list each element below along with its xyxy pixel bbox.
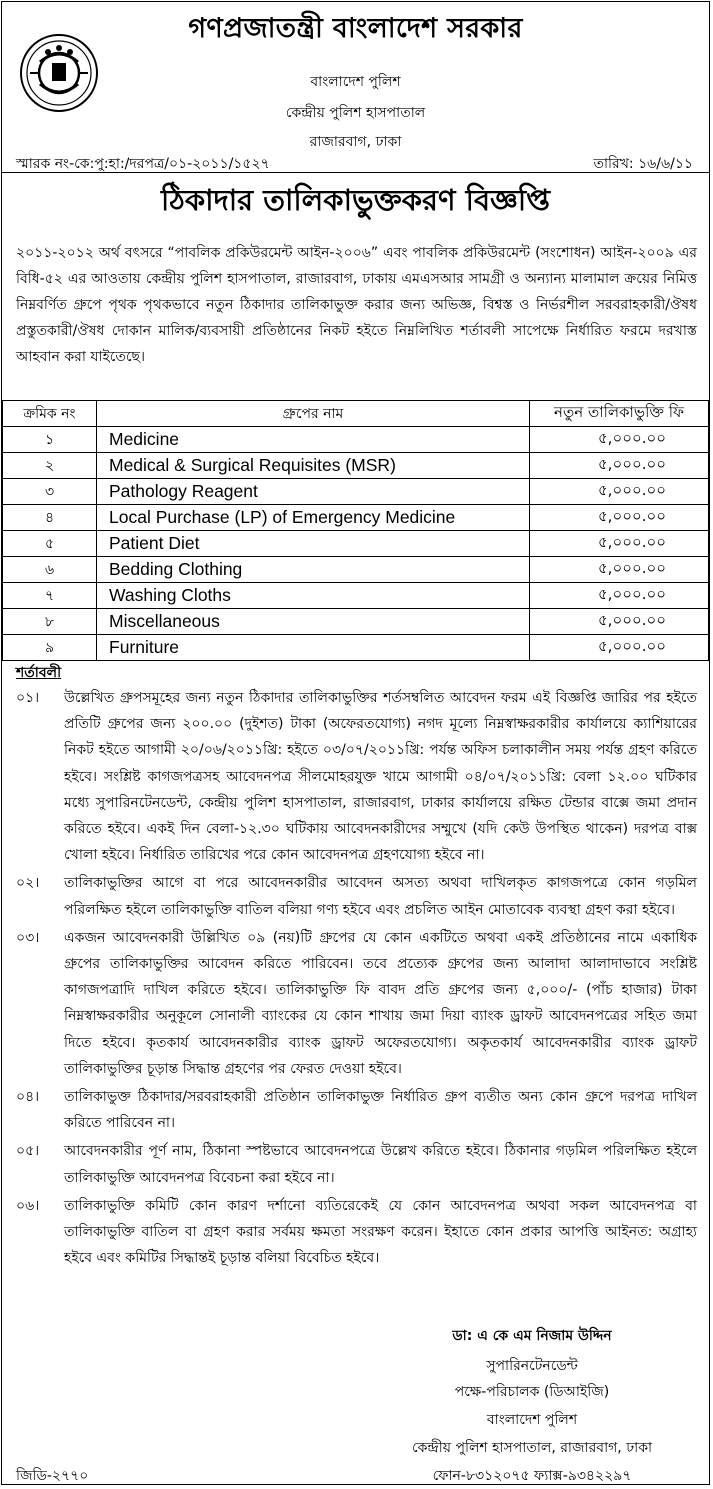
signatory-designation: সুপারিনটেনডেন্ট [486, 1358, 578, 1374]
row-serial: ১ [3, 427, 97, 453]
row-serial: ২ [3, 453, 97, 479]
signatory-on-behalf: পক্ষে-পরিচালক (ডিআইজি) [454, 1384, 610, 1400]
row-group-name: Medicine [97, 427, 530, 453]
term-text: তালিকাভুক্ত ঠিকাদার/সরবরাহকারী প্রতিষ্ঠান তালিকাভুক্ত নির্ধারিত গ্রুপ ব্যতীত অন্য কোন গ্রুপে দরপত্র দাখিল করিতে পারিবেন না। [64, 1089, 697, 1132]
row-fee: ৫,০০০.০০ [530, 453, 709, 479]
header-divider [2, 172, 709, 173]
gd-number: জিডি-২৭৭০ [16, 1468, 89, 1484]
row-serial: ৩ [3, 479, 97, 505]
list-item [16, 870, 697, 922]
row-fee: ৫,০০০.০০ [530, 427, 709, 453]
org-name: বাংলাদেশ পুলিশ [310, 74, 401, 90]
signatory-name: ডা: এ কে এম নিজাম উদ্দিন [452, 1328, 612, 1344]
row-serial: ৪ [3, 505, 97, 531]
signatory-org: বাংলাদেশ পুলিশ [486, 1412, 578, 1428]
row-fee: ৫,০০০.০০ [530, 531, 709, 557]
table-row [3, 427, 709, 453]
location: রাজারবাগ, ঢাকা [309, 134, 402, 150]
row-group-name: Furniture [97, 635, 530, 661]
table-row [3, 583, 709, 609]
term-text: একজন আবেদনকারী উল্লিখিত ০৯ (নয়)টি গ্রুপের যে কোন একটিতে অথবা একই প্রতিষ্ঠানের নামে একাধিক গ্রুপের তালিকাভুক্তির আবেদন করিতে পারিবেন। তবে প্রত্যেক গ্রুপের জন্য আলাদা আলাদাভাবে সংশ্লিষ্ট কাগজপত্রাদি দাখিল করিতে হইবে। তালিকাভুক্তি ফি বাবদ প্রতি গ্রুপের জন্য ৫,০০০/- (পাঁচ হাজার) টাকা নিম্নস্বাক্ষরকারীর অনুকূলে সোনালী ব্যাংকের যে কোন শাখায় জমা দিয়া ব্যাংক ড্রাফট আবেদনপত্রের সহিত জমা দিতে হইবে। কৃতকার্য আবেদনকারীর ব্যাংক ড্রাফট অফেরতযোগ্য। অকৃতকার্য আবেদনকারীর ব্যাংক ড্রাফট তালিকাভুক্তির চূড়ান্ত সিদ্ধান্ত গ্রহণের পর ফেরত দেওয়া হইবে। [64, 929, 697, 1077]
row-serial: ৫ [3, 531, 97, 557]
row-fee: ৫,০০০.০০ [530, 479, 709, 505]
term-number: ০১। [16, 690, 40, 706]
row-serial: ৮ [3, 609, 97, 635]
table-row [3, 557, 709, 583]
row-group-name: Pathology Reagent [97, 479, 530, 505]
row-fee: ৫,০০০.০০ [530, 635, 709, 661]
row-group-name: Bedding Clothing [97, 557, 530, 583]
row-serial: ৬ [3, 557, 97, 583]
notice-date: তারিখ: ১৬/৬/১১ [593, 156, 693, 172]
list-item [16, 1138, 697, 1190]
row-group-name: Local Purchase (LP) of Emergency Medicine [97, 505, 530, 531]
notice-heading: ঠিকাদার তালিকাভুক্তকরণ বিজ্ঞপ্তি [161, 183, 550, 217]
signatory-address: কেন্দ্রীয় পুলিশ হাসপাতাল, রাজারবাগ, ঢাকা [411, 1440, 653, 1456]
col-header-group: গ্রুপের নাম [97, 401, 530, 427]
signatory-phone: ফোন-৮৩১২০৭৫ ফ্যাক্স-৯৩৪২২৯৭ [432, 1468, 632, 1484]
memo-number: স্মারক নং-কে:পু:হা:/দরপত্র/০১-২০১১/১৫২৭ [16, 156, 270, 172]
terms-list [16, 685, 697, 1273]
row-serial: ৯ [3, 635, 97, 661]
col-header-fee: নতুন তালিকাভুক্তি ফি [530, 401, 709, 427]
row-serial: ৭ [3, 583, 97, 609]
hospital-name: কেন্দ্রীয় পুলিশ হাসপাতাল [285, 105, 426, 121]
row-fee: ৫,০০০.০০ [530, 505, 709, 531]
row-group-name: Medical & Surgical Requisites (MSR) [97, 453, 530, 479]
term-number: ০৫। [16, 1143, 40, 1160]
table-row [3, 531, 709, 557]
term-number: ০৩। [16, 929, 40, 946]
table-row [3, 635, 709, 661]
table-header-row [3, 401, 709, 427]
row-fee: ৫,০০০.০০ [530, 557, 709, 583]
term-number: ০৪। [16, 1089, 40, 1106]
table-row [3, 609, 709, 635]
col-header-serial: ক্রমিক নং [3, 401, 97, 427]
intro-paragraph: ২০১১-২০১২ অর্থ বৎসরে “পাবলিক প্রকিউরমেন্ট আইন-২০০৬” এবং পাবলিক প্রকিউরমেন্ট (সংশোধন) আইন-২০০৯ এর বিধি-৫২ এর আওতায় কেন্দ্রীয় পুলিশ হাসপাতাল, রাজারবাগ, ঢাকায় এমএসআর সামগ্রী ও অন্যান্য মালামাল ক্রয়ের নিমিত্ত নিম্নবর্ণিত গ্রুপে পৃথক পৃথকভাবে নতুন ঠিকাদার তালিকাভুক্ত করার জন্য অভিজ্ঞ, বিশ্বস্ত ও নির্ভরশীল সরবরাহকারী/ঔষধ প্রস্তুতকারী/ঔষধ দোকান মালিক/ব্যবসায়ী প্রতিষ্ঠানের নিকট হইতে নিম্নলিখিত শর্তাবলী সাপেক্ষে নির্ধারিত ফরমে দরখাস্ত আহবান করা যাইতেছে। [16, 245, 697, 365]
table-row [3, 479, 709, 505]
row-group-name: Washing Cloths [97, 583, 530, 609]
terms-title: শর্তাবলী [16, 665, 62, 681]
group-table [2, 400, 709, 661]
page-title: গণপ্রজাতন্ত্রী বাংলাদেশ সরকার [188, 13, 523, 44]
term-text: তালিকাভুক্তির আগে বা পরে আবেদনকারীর আবেদন অসত্য অথবা দাখিলকৃত কাগজপত্রে কোন গড়মিল পরিলক্ষিত হইলে তালিকাভুক্তি বাতিল বলিয়া গণ্য হইবে এবং প্রচলিত আইন মোতাবেক ব্যবস্থা গ্রহণ করা হইবে। [64, 875, 697, 918]
table-row [3, 453, 709, 479]
table-row [3, 505, 709, 531]
list-item [16, 925, 697, 1082]
term-number: ০৬। [16, 1197, 40, 1214]
row-fee: ৫,০০০.০০ [530, 609, 709, 635]
list-item [16, 1193, 697, 1272]
row-group-name: Miscellaneous [97, 609, 530, 635]
term-text: তালিকাভুক্তি কমিটি কোন কারণ দর্শানো ব্যতিরেকেই যে কোন আবেদনপত্র অথবা সকল আবেদনপত্র বা তালিকাভুক্তি বাতিল বা গ্রহণ করার সর্বময় ক্ষমতা সংরক্ষণ করেন। ইহাতে কোন প্রকার আপত্তি আইনত: অগ্রাহ্য হইবে এবং কমিটির সিদ্ধান্তই চূড়ান্ত বলিয়া বিবেচিত হইবে। [64, 1197, 697, 1267]
term-text: উল্লেখিত গ্রুপসমূহের জন্য নতুন ঠিকাদার তালিকাভুক্তির শর্তসম্বলিত আবেদন ফরম এই বিজ্ঞপ্তি জারির পর হইতে প্রতিটি গ্রুপের জন্য ২০০.০০ (দুইশত) টাকা (অফেরতযোগ্য) নগদ মূল্যে নিম্নস্বাক্ষরকারীর কার্যালয়ে ক্যাশিয়ারের নিকট হইতে আগামী ২০/০৬/২০১১খ্রি: হইতে ০৩/০৭/২০১১খ্রি: পর্যন্ত অফিস চলাকালীন সময় পর্যন্ত গ্রহণ করিতে হইবে। সংশ্লিষ্ট কাগজপত্রসহ আবেদনপত্র সীলমোহরযুক্ত খামে আগামী ০৪/০৭/২০১১খ্রি: বেলা ১২.০০ ঘটিকার মধ্যে সুপারিনটেনডেন্ট, কেন্দ্রীয় পুলিশ হাসপাতাল, রাজারবাগ, ঢাকার কার্যালয়ে রক্ষিত টেন্ডার বাক্সে জমা প্রদান করিতে হইবে। একই দিন বেলা-১২.৩০ ঘটিকায় আবেদনকারীদের সম্মুখে (যদি কেউ উপস্থিত থাকেন) দরপত্র বাক্স খোলা হইবে। নির্ধারিত তারিখের পরে কোন আবেদনপত্র গ্রহণযোগ্য হইবে না। [64, 690, 697, 864]
term-number: ০২। [16, 875, 40, 892]
list-item [16, 1084, 697, 1136]
term-text: আবেদনকারীর পূর্ণ নাম, ঠিকানা স্পষ্টভাবে আবেদনপত্রে উল্লেখ করিতে হইবে। ঠিকানার গড়মিল পরিলক্ষিত হইলে তালিকাভুক্তি আবেদনপত্র বিবেচনা করা হইবে না। [64, 1143, 697, 1186]
notice-page [1, 1, 710, 1485]
row-fee: ৫,০০০.০০ [530, 583, 709, 609]
list-item [16, 685, 697, 868]
row-group-name: Patient Diet [97, 531, 530, 557]
